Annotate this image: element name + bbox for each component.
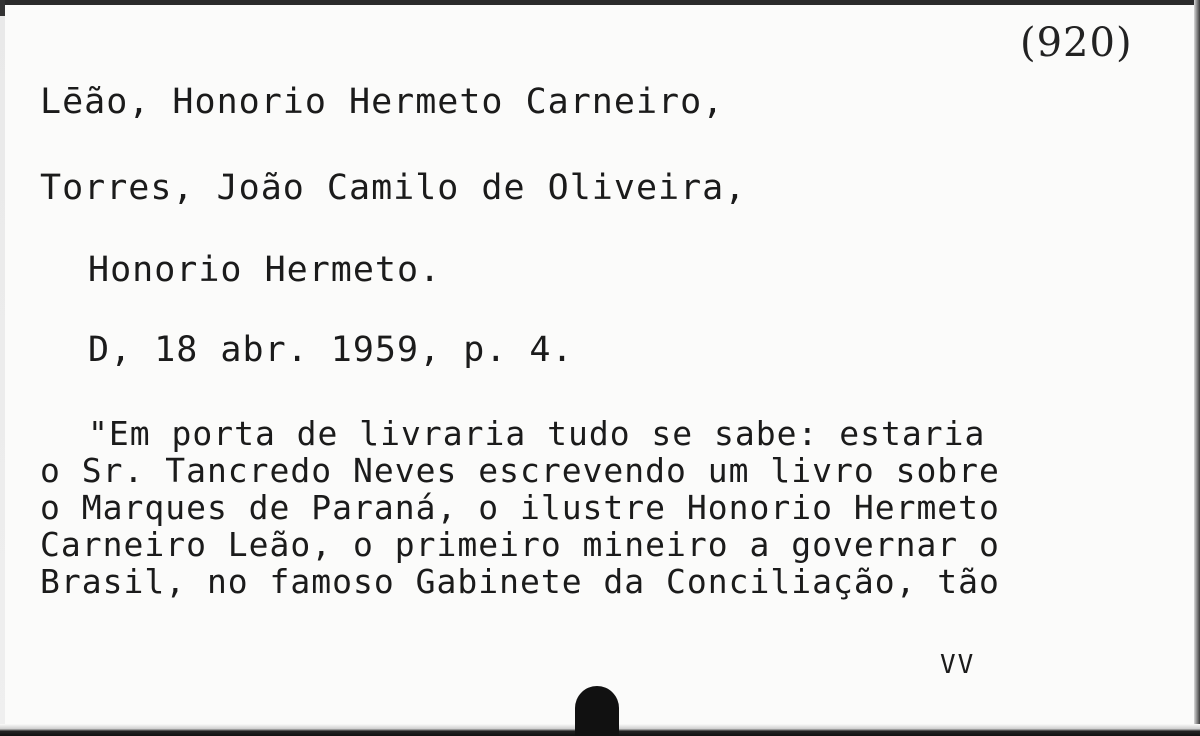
card-left-edge — [0, 0, 5, 736]
heading-line-1: Lēão, Honorio Hermeto Carneiro, — [40, 82, 725, 122]
card-hole-mark — [575, 686, 619, 736]
quote-line: o Marques de Paraná, o ilustre Honorio Hermeto — [40, 488, 1000, 527]
continuation-mark: VV — [940, 650, 976, 680]
card-right-edge — [1194, 0, 1200, 736]
quote-line: Brasil, no famoso Gabinete da Conciliação, tão — [40, 562, 1000, 601]
citation-line: D, 18 abr. 1959, p. 4. — [88, 330, 574, 370]
quote-line: Carneiro Leão, o primeiro mineiro a governar o — [40, 525, 1000, 564]
quote-line: o Sr. Tancredo Neves escrevendo um livro sobre — [40, 451, 1000, 490]
call-number: (920) — [1020, 20, 1133, 66]
heading-line-2: Torres, João Camilo de Oliveira, — [40, 168, 747, 208]
title-line: Honorio Hermeto. — [88, 250, 442, 290]
quote-line: "Em porta de livraria tudo se sabe: estaria — [88, 414, 986, 453]
card-top-edge — [0, 0, 1200, 5]
